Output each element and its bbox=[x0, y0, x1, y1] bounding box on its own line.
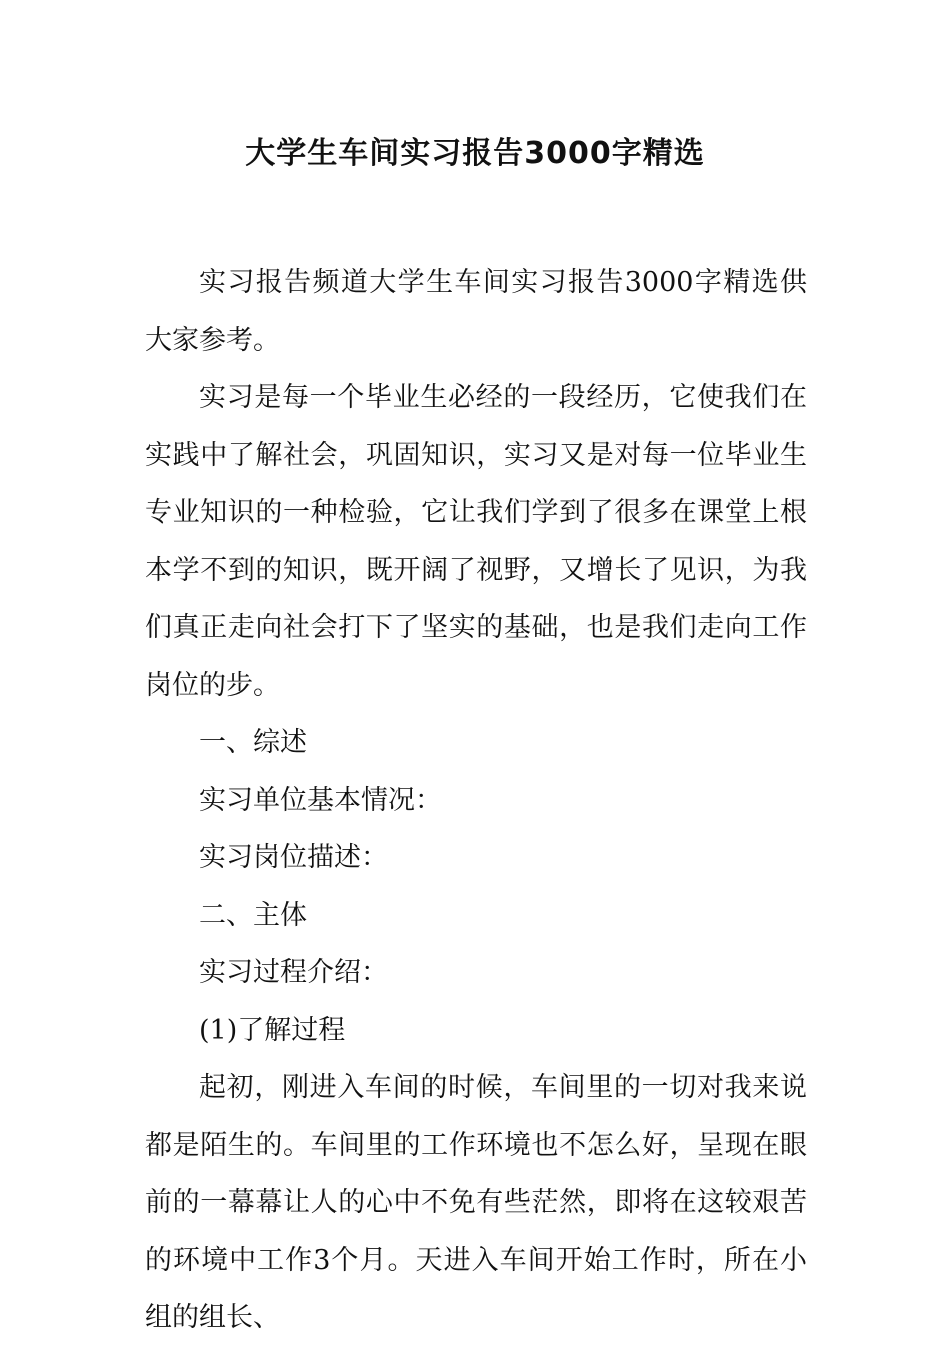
subsection-heading-understanding: (1)了解过程 bbox=[199, 1014, 346, 1046]
company-info-label: 实习单位基本情况： bbox=[199, 784, 442, 816]
document-body bbox=[145, 254, 807, 1347]
section-heading-main: 二、主体 bbox=[199, 899, 307, 931]
process-intro-label: 实习过程介绍： bbox=[199, 957, 388, 988]
workshop-first-impression-paragraph: 起初，刚进入车间的时候，车间里的一切对我来说都是陌生的。车间里的工作环境也不怎么好，呈现在眼前的一幕幕让人的心中不免有些茫然，即将在这较艰苦的环境中工作3个月。天进入车间开始工作时，所在小组的组长、 bbox=[145, 1072, 807, 1333]
internship-meaning-paragraph: 实习是每一个毕业生必经的一段经历，它使我们在实践中了解社会，巩固知识，实习又是对每一位毕业生专业知识的一种检验，它让我们学到了很多在课堂上根本学不到的知识，既开阔了视野，又增长了见识，为我们真正走向社会打下了坚实的基础，也是我们走向工作岗位的步。 bbox=[145, 382, 807, 701]
position-description-label: 实习岗位描述： bbox=[199, 842, 388, 873]
section-heading-overview: 一、综述 bbox=[199, 727, 307, 758]
intro-paragraph: 实习报告频道大学生车间实习报告3000字精选供大家参考。 bbox=[145, 267, 807, 356]
document-title: 大学生车间实习报告3000字精选 bbox=[245, 136, 705, 171]
